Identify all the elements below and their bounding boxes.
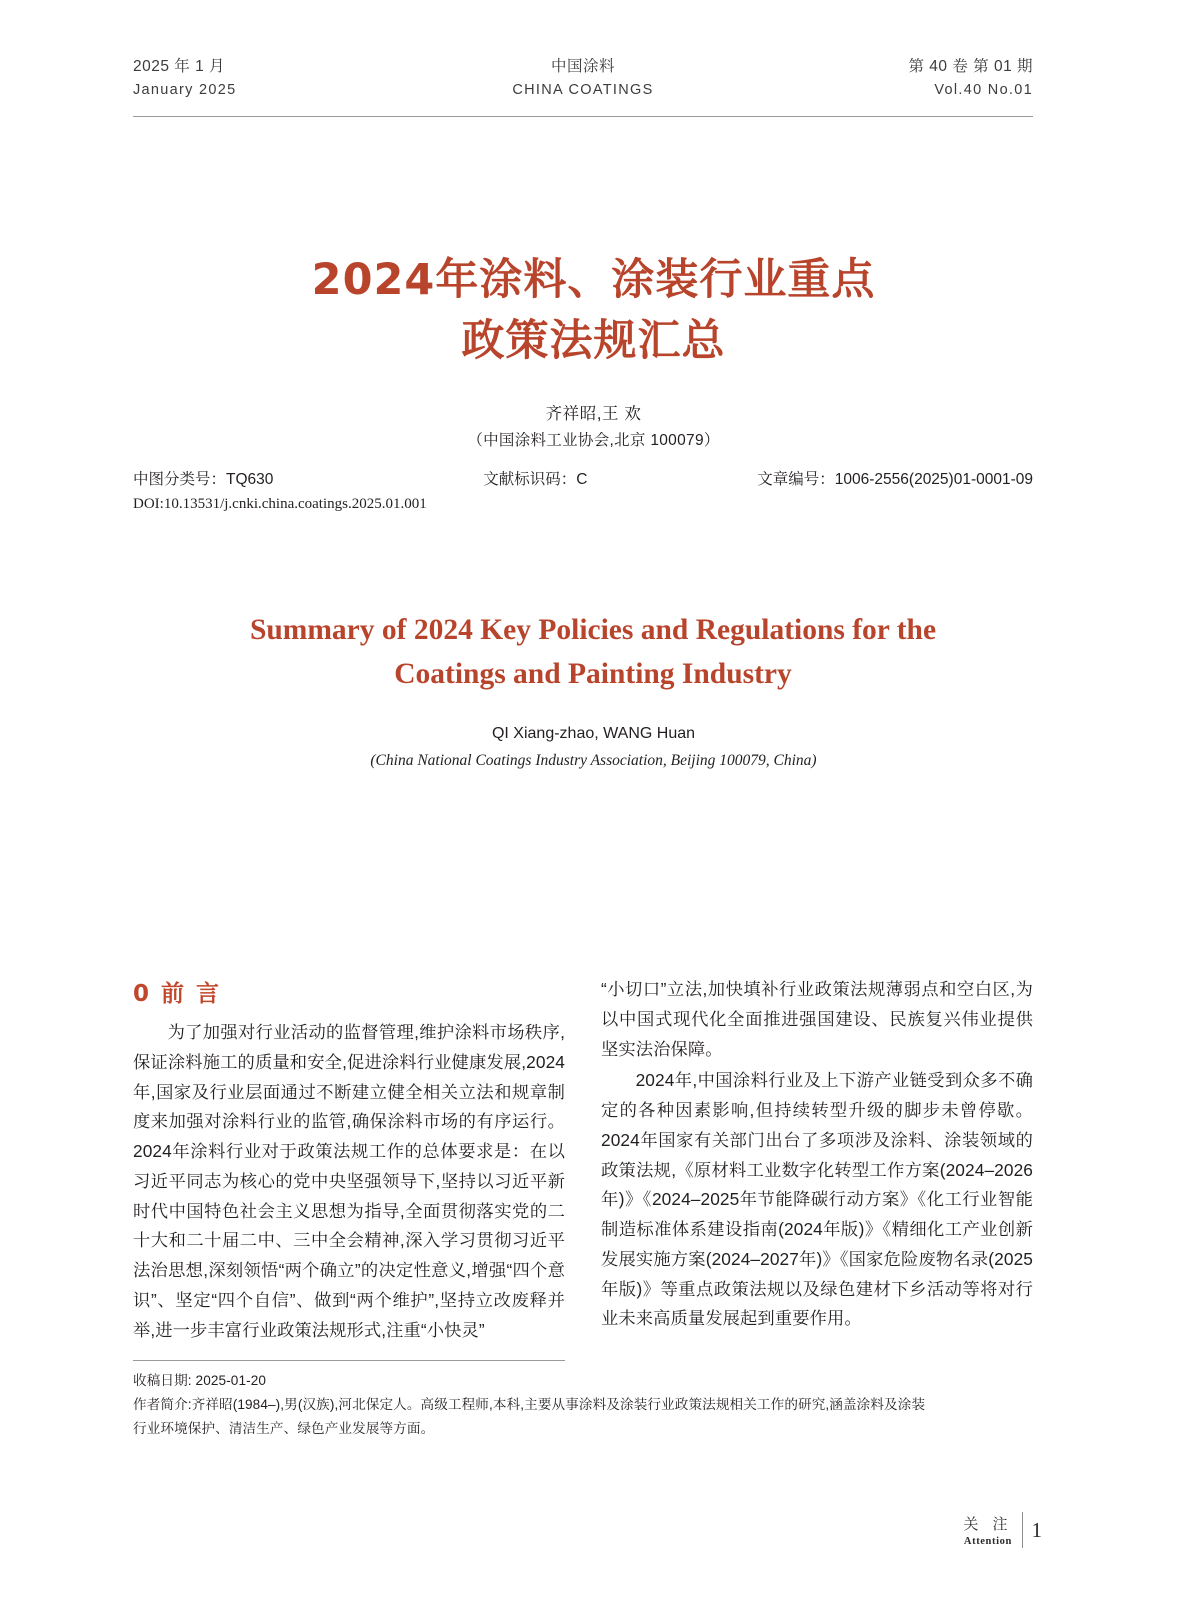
running-head-volume — [733, 55, 1033, 101]
page-footer — [963, 1512, 1042, 1548]
author-bio-line2: 行业环境保护、清洁生产、绿色产业发展等方面。 — [133, 1421, 435, 1437]
footer-label-cn: 关 注 — [963, 1516, 1013, 1533]
page-title-en-line1: Summary of 2024 Key Policies and Regulations for the — [249, 614, 937, 646]
footnote-divider — [133, 1360, 565, 1361]
paragraph: “小切口”立法,加快填补行业政策法规薄弱点和空白区,为以中国式现代化全面推进强国建设、民族复兴伟业提供坚实法治保障。 — [601, 979, 1033, 1059]
paragraph: 2024年,中国涂料行业及上下游产业链受到众多不确定的各种因素影响,但持续转型升级的脚步未曾停歇。2024年国家有关部门出台了多项涉及涂料、涂装领域的政策法规,《原材料工业数字化转型工作方案(2024–2026年)》《2024–2025年节能降碳行动方案》《化工行业智能制造标准体系建设指南(2024年版)》《精细化工产业创新发展实施方案(2024–2027年)》《国家危险废物名录(2025年版)》等重点政策法规以及绿色建材下乡活动等将对行业未来高质量发展起到重要作用。 — [601, 1070, 1033, 1329]
page-title-en-line2: Coatings and Painting Industry — [394, 658, 792, 691]
received-date: 收稿日期: 2025-01-20 — [133, 1373, 267, 1388]
footer-label-en: Attention — [963, 1536, 1012, 1547]
footnote-block — [133, 1370, 1033, 1442]
affiliation-cn: （中国涂料工业协会,北京 100079） — [467, 432, 720, 449]
volume-issue-en: Vol.40 No.01 — [934, 82, 1033, 99]
running-head-date-en: January 2025 — [133, 82, 237, 99]
affiliation-en: (China National Coatings Industry Association, Beijing 100079, China) — [370, 752, 817, 769]
clc-number: 中图分类号：TQ630 — [133, 471, 274, 488]
authors-cn: 齐祥昭,王 欢 — [545, 405, 642, 423]
running-head-journal — [433, 55, 733, 101]
authors-en: QI Xiang-zhao, WANG Huan — [491, 725, 696, 742]
section-heading-introduction: 0 前 言 — [133, 981, 222, 1007]
page-title-en — [143, 608, 1043, 697]
article-id: 文章编号：1006-2556(2025)01-0001-09 — [757, 471, 1033, 488]
running-head-date — [133, 55, 433, 101]
article-body — [133, 975, 1033, 1347]
document-code: 文献标识码：C — [483, 471, 588, 488]
doi-text: DOI:10.13531/j.cnki.china.coatings.2025.01.001 — [133, 496, 427, 512]
body-column-left — [133, 975, 565, 1347]
page-title-cn — [0, 250, 1187, 372]
author-bio-line1: 作者简介:齐祥昭(1984–),男(汉族),河北保定人。高级工程师,本科,主要从事涂料及涂装行业政策法规相关工作的研究,涵盖涂料及涂装 — [133, 1397, 926, 1413]
running-head — [133, 55, 1033, 101]
paragraph: 为了加强对行业活动的监督管理,维护涂料市场秩序,保证涂料施工的质量和安全,促进涂料行业健康发展,2024年,国家及行业层面通过不断建立健全相关立法和规章制度来加强对涂料行业的监管,确保涂料市场的有序运行。2024年涂料行业对于政策法规工作的总体要求是：在以习近平同志为核心的党中央坚强领导下,坚持以习近平新时代中国特色社会主义思想为指导,全面贯彻落实党的二十大和二十届二中、三中全会精神,深入学习贯彻习近平法治思想,深刻领悟“两个确立”的决定性意义,增强“四个意识”、坚定“四个自信”、做到“两个维护”,坚持立改废释并举,进一步丰富行业政策法规形式,注重“小快灵” — [133, 1022, 565, 1340]
page-title-cn-line2: 政策法规汇总 — [461, 316, 726, 367]
classification-row — [133, 467, 1033, 489]
journal-name-en: CHINA COATINGS — [512, 82, 654, 99]
body-column-right — [601, 975, 1033, 1347]
page-title-cn-line1: 2024年涂料、涂装行业重点 — [311, 255, 876, 305]
page-number: 1 — [1031, 1517, 1042, 1542]
footer-divider — [1022, 1512, 1023, 1548]
volume-issue-cn: 第 40 卷 第 01 期 — [908, 58, 1033, 75]
footer-section-label — [963, 1513, 1012, 1547]
running-head-divider — [133, 116, 1033, 117]
running-head-date-cn: 2025 年 1 月 — [133, 58, 226, 75]
journal-name-cn: 中国涂料 — [550, 58, 615, 75]
